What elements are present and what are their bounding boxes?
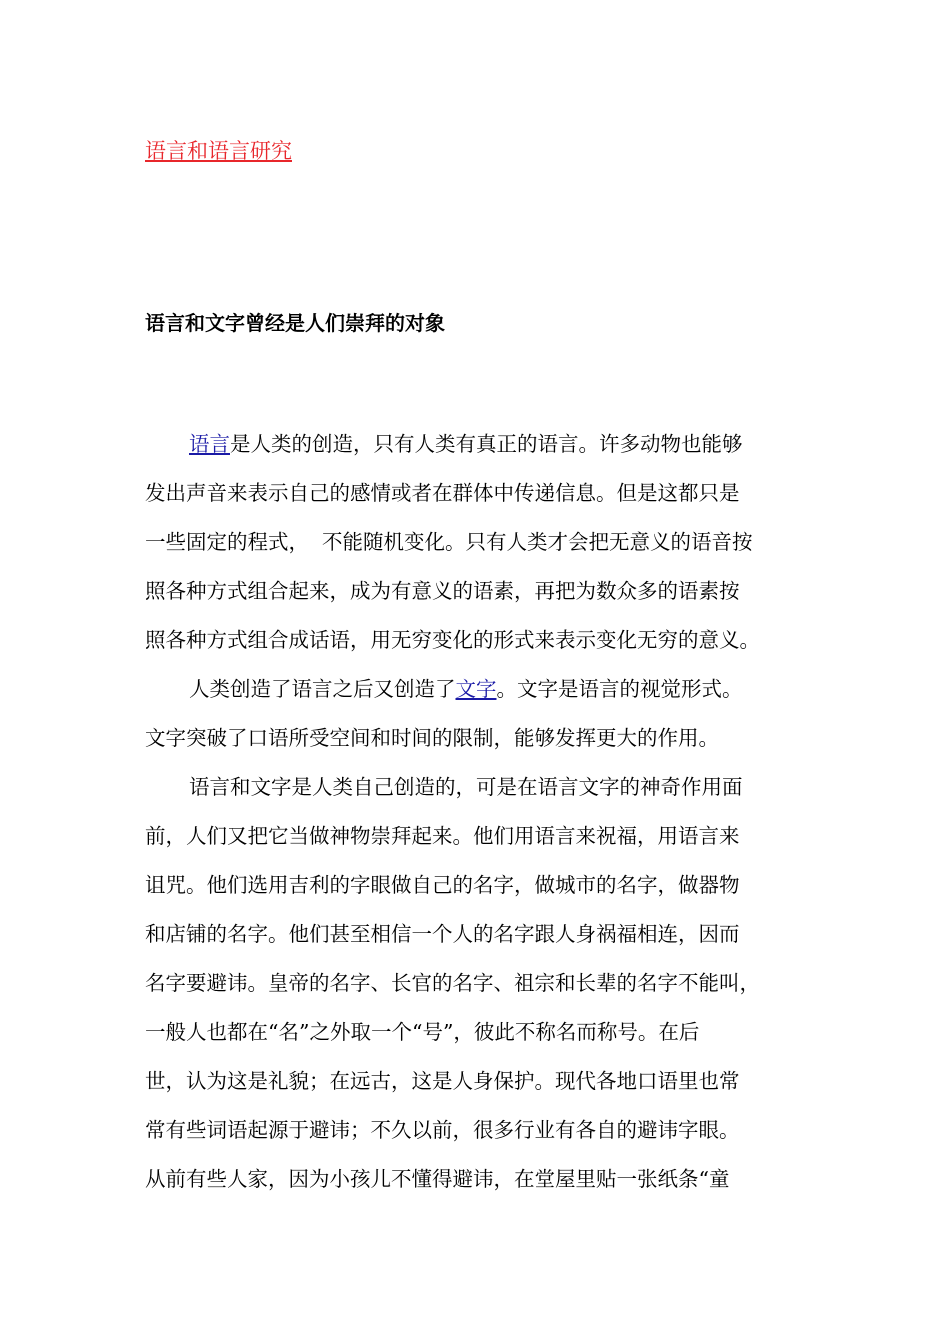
paragraph-2-line-2: 文字突破了口语所受空间和时间的限制，能够发挥更大的作用。	[145, 726, 719, 750]
paragraph-3-line-7: 世，认为这是礼貌；在远古，这是人身保护。现代各地口语里也常	[145, 1069, 740, 1093]
paragraph-2-line-1-after: 。文字是语言的视觉形式。	[496, 677, 743, 701]
paragraph-3-line-1: 语言和文字是人类自己创造的，可是在语言文字的神奇作用面	[189, 775, 743, 799]
paragraph-3-line-4: 和店铺的名字。他们甚至相信一个人的名字跟人身祸福相连，因而	[145, 922, 740, 946]
title-link[interactable]: 语言和语言研究	[145, 139, 292, 163]
paragraph-1-line-2: 发出声音来表示自己的感情或者在群体中传递信息。但是这都只是	[145, 481, 740, 505]
paragraph-1-line-1-text: 是人类的创造，只有人类有真正的语言。许多动物也能够	[230, 432, 743, 456]
paragraph-1-line-4: 照各种方式组合起来，成为有意义的语素，再把为数众多的语素按	[145, 579, 740, 603]
paragraph-3-line-8: 常有些词语起源于避讳；不久以前，很多行业有各自的避讳字眼。	[145, 1118, 740, 1142]
paragraph-2-line-1-before: 人类创造了语言之后又创造了	[189, 677, 456, 701]
paragraph-2-line-1	[145, 665, 805, 714]
body-text	[145, 420, 805, 1204]
paragraph-3-line-9: 从前有些人家，因为小孩儿不懂得避讳，在堂屋里贴一张纸条“童	[145, 1167, 730, 1191]
paragraph-3-line-3: 诅咒。他们选用吉利的字眼做自己的名字，做城市的名字，做器物	[145, 873, 740, 897]
paragraph-3-line-6: 一般人也都在“名”之外取一个“号”，彼此不称名而称号。在后	[145, 1020, 700, 1044]
paragraph-1-line-1	[145, 420, 805, 469]
paragraph-1-line-3: 一些固定的程式， 不能随机变化。只有人类才会把无意义的语音按	[145, 530, 753, 554]
writing-link[interactable]: 文字	[455, 677, 497, 701]
paragraph-3-line-5: 名字要避讳。皇帝的名字、长官的名字、祖宗和长辈的名字不能叫，	[145, 971, 760, 995]
paragraph-3-line-2: 前，人们又把它当做神物崇拜起来。他们用语言来祝福，用语言来	[145, 824, 740, 848]
section-heading: 语言和文字曾经是人们崇拜的对象	[145, 311, 445, 335]
language-link[interactable]: 语言	[189, 432, 230, 456]
paragraph-1-line-5: 照各种方式组合成话语，用无穷变化的形式来表示变化无穷的意义。	[145, 628, 760, 652]
